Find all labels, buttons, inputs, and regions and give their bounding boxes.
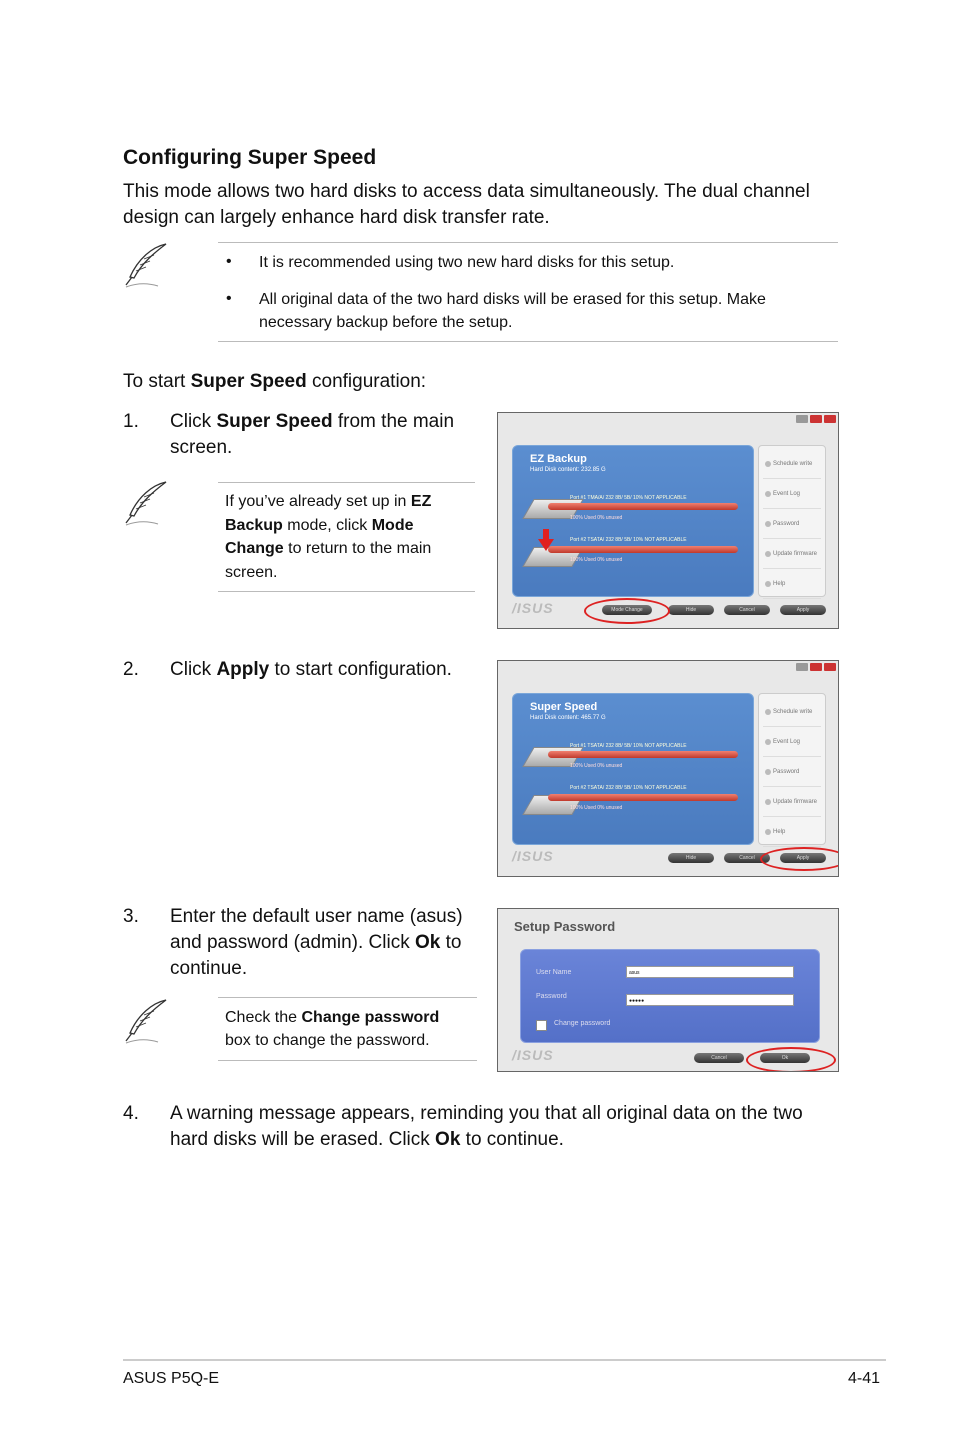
user-name-field[interactable]: asus bbox=[626, 966, 794, 978]
port2-used: 100% Used 0% unused bbox=[570, 805, 623, 811]
step3-l2-bold: Ok bbox=[414, 932, 441, 953]
note2-bottom-rule bbox=[218, 591, 475, 592]
dialog-title: Setup Password bbox=[514, 919, 616, 934]
mode-change-button[interactable]: Mode Change bbox=[602, 605, 652, 615]
side-menu bbox=[758, 445, 826, 597]
highlight-circle bbox=[746, 1047, 836, 1072]
start-text bbox=[123, 369, 426, 395]
port2-info: Port #2 TSATA/ 232 8B/ 5B/ 10% NOT APPLICABLE bbox=[570, 537, 687, 543]
step1-pre: Click bbox=[170, 411, 217, 432]
footer-rule bbox=[123, 1359, 886, 1361]
step3-l2-post: to bbox=[440, 932, 462, 953]
note1-bullet-1: • bbox=[226, 253, 232, 270]
port1-usage-bar bbox=[548, 503, 738, 510]
note3-bottom-rule bbox=[218, 1060, 477, 1061]
port1-info: Port #1 TMA/A/ 232 8B/ 5B/ 10% NOT APPLICABLE bbox=[570, 495, 687, 501]
apply-button[interactable]: Apply bbox=[780, 853, 826, 863]
port1-used: 100% Used 0% unused bbox=[570, 515, 623, 521]
note2-line-1 bbox=[225, 490, 431, 514]
note2-l2-bold: Backup bbox=[225, 517, 283, 534]
step4-line-1: A warning message appears, reminding you that all original data on the two bbox=[170, 1103, 803, 1124]
step4-l2-pre: hard disks will be erased. Click bbox=[170, 1129, 436, 1150]
side-item-help[interactable]: Help bbox=[763, 570, 821, 599]
footer-left: ASUS P5Q-E bbox=[123, 1370, 220, 1387]
panel-title: Super Speed bbox=[530, 701, 598, 713]
section-heading: Configuring Super Speed bbox=[123, 146, 377, 169]
panel-subtitle: Hard Disk content: 232.85 G bbox=[530, 467, 606, 473]
note1-bullet-2: • bbox=[226, 290, 232, 307]
port2-usage-bar bbox=[548, 546, 738, 553]
note2-line-4: screen. bbox=[225, 564, 278, 581]
step4-l2-post: to continue. bbox=[460, 1129, 564, 1150]
side-item-schedule[interactable]: Schedule write bbox=[763, 698, 821, 727]
footer-page-number: 4-41 bbox=[848, 1370, 881, 1387]
side-item-password[interactable]: Password bbox=[763, 758, 821, 787]
side-item-event-log[interactable]: Event Log bbox=[763, 480, 821, 509]
side-item-update[interactable]: Update firmware bbox=[763, 788, 821, 817]
step2-number: 2. bbox=[123, 659, 139, 680]
asus-logo: /ISUS bbox=[512, 848, 554, 864]
step3-line-1: Enter the default user name (asus) bbox=[170, 906, 463, 927]
side-item-schedule[interactable]: Schedule write bbox=[763, 450, 821, 479]
port1-used: 100% Used 0% unused bbox=[570, 763, 623, 769]
step2-bold: Apply bbox=[216, 659, 270, 680]
asus-logo: /ISUS bbox=[512, 600, 554, 616]
hide-button[interactable]: Hide bbox=[668, 605, 714, 615]
screenshot-setup-password bbox=[497, 908, 839, 1072]
step4-l2-bold: Ok bbox=[435, 1129, 461, 1150]
port1-info: Port #1 TSATA/ 232 8B/ 5B/ 10% NOT APPLICABLE bbox=[570, 743, 687, 749]
side-item-help[interactable]: Help bbox=[763, 818, 821, 847]
note2-l3-post: to return to the main bbox=[283, 540, 432, 557]
step1-number: 1. bbox=[123, 411, 139, 432]
asus-logo: /ISUS bbox=[512, 1047, 554, 1063]
note1-top-rule bbox=[218, 242, 838, 243]
panel-title: EZ Backup bbox=[530, 453, 587, 465]
apply-button[interactable]: Apply bbox=[780, 605, 826, 615]
note2-top-rule bbox=[218, 482, 475, 483]
note-pen-icon bbox=[122, 241, 170, 289]
password-field[interactable]: ●●●●● bbox=[626, 994, 794, 1006]
change-password-label: Change password bbox=[554, 1020, 611, 1027]
port2-used: 100% Used 0% unused bbox=[570, 557, 623, 563]
note2-l2-bold2: Mode bbox=[371, 517, 414, 534]
note2-line-2 bbox=[225, 514, 414, 538]
note2-l1-pre: If you’ve already set up in bbox=[225, 493, 411, 510]
note2-l2-mid: mode, click bbox=[282, 517, 372, 534]
panel-subtitle: Hard Disk content: 465.77 G bbox=[530, 715, 606, 721]
side-menu bbox=[758, 693, 826, 845]
note3-l1-bold: Change password bbox=[301, 1009, 440, 1026]
port2-info: Port #2 TSATA/ 232 8B/ 5B/ 10% NOT APPLICABLE bbox=[570, 785, 687, 791]
note-pen-icon bbox=[122, 997, 170, 1045]
note3-line-1 bbox=[225, 1006, 439, 1030]
note1-item-2-line-2: necessary backup before the setup. bbox=[259, 314, 513, 331]
hide-button[interactable]: Hide bbox=[668, 853, 714, 863]
step4-number: 4. bbox=[123, 1103, 139, 1124]
step3-line-3: continue. bbox=[170, 958, 248, 979]
screenshot-super-speed bbox=[497, 660, 839, 877]
step3-number: 3. bbox=[123, 906, 139, 927]
side-item-update[interactable]: Update firmware bbox=[763, 540, 821, 569]
step1-bold: Super Speed bbox=[216, 411, 333, 432]
side-item-event-log[interactable]: Event Log bbox=[763, 728, 821, 757]
step1-line-1 bbox=[170, 409, 454, 435]
user-name-label: User Name bbox=[536, 969, 572, 976]
ok-button[interactable]: Ok bbox=[760, 1053, 810, 1063]
note-pen-icon bbox=[122, 479, 170, 527]
start-pre: To start bbox=[123, 371, 191, 392]
note3-top-rule bbox=[218, 997, 477, 998]
window-controls bbox=[796, 415, 836, 423]
side-item-password[interactable]: Password bbox=[763, 510, 821, 539]
port2-usage-bar bbox=[548, 794, 738, 801]
highlight-circle bbox=[584, 598, 670, 624]
note1-item-2-line-1: All original data of the two hard disks will be erased for this setup. Make bbox=[259, 291, 766, 308]
step2-post: to start configuration. bbox=[269, 659, 452, 680]
cancel-button[interactable]: Cancel bbox=[724, 853, 770, 863]
window-controls bbox=[796, 663, 836, 671]
step4-line-2 bbox=[170, 1127, 564, 1153]
start-bold: Super Speed bbox=[190, 371, 307, 392]
note3-line-2: box to change the password. bbox=[225, 1032, 430, 1049]
intro-line-1: This mode allows two hard disks to access data simultaneously. The dual channel bbox=[123, 181, 810, 202]
password-label: Password bbox=[536, 993, 567, 1000]
step3-line-2 bbox=[170, 930, 461, 956]
note2-l3-bold: Change bbox=[225, 540, 284, 557]
screenshot-ez-backup bbox=[497, 412, 839, 629]
change-password-checkbox[interactable] bbox=[536, 1020, 547, 1031]
intro-line-2: design can largely enhance hard disk transfer rate. bbox=[123, 207, 550, 228]
step2-pre: Click bbox=[170, 659, 217, 680]
cancel-button[interactable]: Cancel bbox=[694, 1053, 744, 1063]
port1-usage-bar bbox=[548, 751, 738, 758]
note3-l1-pre: Check the bbox=[225, 1009, 302, 1026]
start-post: configuration: bbox=[306, 371, 427, 392]
cancel-button[interactable]: Cancel bbox=[724, 605, 770, 615]
step1-line-2: screen. bbox=[170, 437, 233, 458]
note2-l1-bold: EZ bbox=[410, 493, 432, 510]
note1-bottom-rule bbox=[218, 341, 838, 342]
step2-line-1 bbox=[170, 657, 452, 683]
note2-line-3 bbox=[225, 537, 431, 561]
note1-item-1: It is recommended using two new hard disks for this setup. bbox=[259, 254, 675, 271]
step3-l2-pre: and password (admin). Click bbox=[170, 932, 415, 953]
step1-post: from the main bbox=[332, 411, 455, 432]
highlight-circle bbox=[760, 847, 839, 871]
